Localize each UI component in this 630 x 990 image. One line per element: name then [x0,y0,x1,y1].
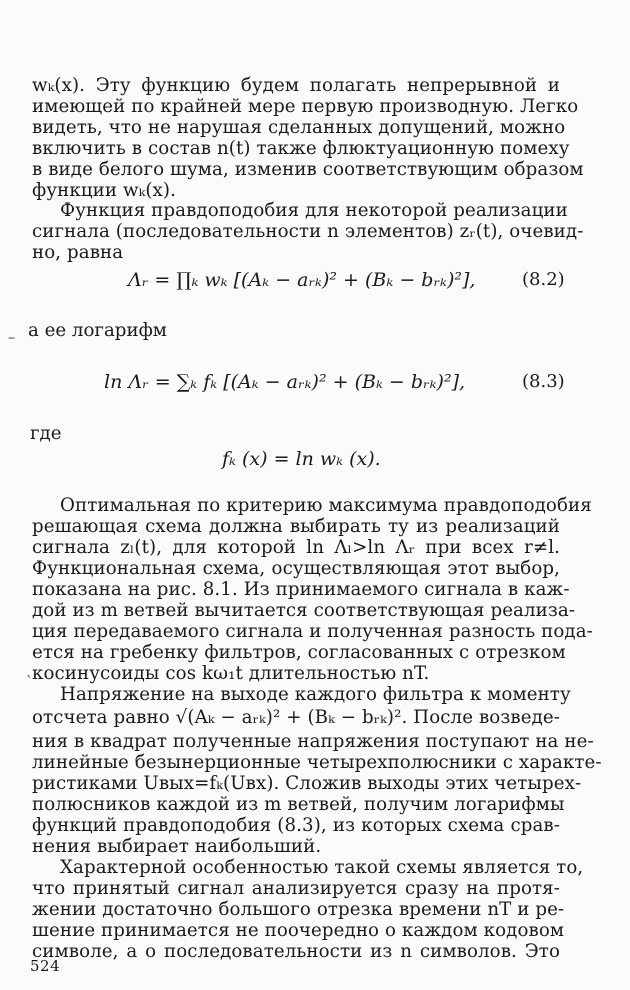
text-line: символе, а о последовательности из n символов. Это [32,941,560,962]
text-line: полюсников каждой из m ветвей, получим логарифмы [32,794,565,815]
text-line: Характерной особенностью такой схемы является то, [60,857,584,878]
label-and-log: а ее логарифм [28,320,167,341]
page-number: 524 [30,957,61,975]
margin-mark: ` [26,674,33,690]
text-line: ния в квадрат полученные напряжения поступают на не- [32,731,594,752]
text-line: шение принимается не поочередно о каждом кодовом [32,920,565,941]
equation-f-definition: fₖ (x) = ln wₖ (x). [222,448,381,470]
margin-mark: – [8,330,15,346]
equation-8-3: ln Λᵣ = ∑ₖ fₖ [(Aₖ − aᵣₖ)² + (Bₖ − bᵣₖ)²], [104,371,466,393]
text-line: отсчета равно √(Aₖ − aᵣₖ)² + (Bₖ − bᵣₖ)². После возведе- [32,707,560,728]
text-line: в виде белого шума, изменив соответствующим образом [32,159,584,180]
equation-number: (8.3) [522,371,565,392]
text-line: нения выбирает наибольший. [32,836,322,857]
text-line: но, равна [32,242,124,263]
text-line: сигнала (последовательности n элементов) zᵣ(t), очевид- [32,221,584,242]
text-line: Функция правдоподобия для некоторой реализации [60,200,568,221]
text-line: видеть, что не нарушая сделанных допущений, можно [32,117,566,138]
text-line: ристиками Uвых=fₖ(Uвх). Сложив выходы этих четырех- [32,773,582,794]
text-line: Функциональная схема, осуществляющая этот выбор, [32,558,560,579]
text-line: Напряжение на выходе каждого фильтра к моменту [60,684,571,705]
label-where: где [30,423,62,444]
text-line: жении достаточно большого отрезка времени nT и ре- [32,899,565,920]
text-line: ция передаваемого сигнала и полученная разность пода- [32,621,593,642]
text-line: решающая схема должна выбирать ту из реализаций [32,516,560,537]
text-line: включить в состав n(t) также флюктуационную помеху [32,138,570,159]
text-line: линейные безынерционные четырехполюсники с характе- [32,752,602,773]
text-line: показана на рис. 8.1. Из принимаемого сигнала в каж- [32,579,570,600]
text-line: функций правдоподобия (8.3), из которых схема срав- [32,815,560,836]
text-line: косинусоиды cos kω₁t длительностью nT. [32,663,430,684]
text-line: имеющей по крайней мере первую производную. Легко [32,96,579,117]
text-line: ется на гребенку фильтров, согласованных с отрезком [32,642,566,663]
equation-8-2: Λᵣ = ∏ₖ wₖ [(Aₖ − aᵣₖ)² + (Bₖ − bᵣₖ)²], [128,269,476,291]
text-line: что принятый сигнал анализируется сразу на протя- [32,878,560,899]
text-line: Оптимальная по критерию максимума правдоподобия [60,495,592,516]
equation-number: (8.2) [522,269,565,290]
text-line: дой из m ветвей вычитается соответствующая реализа- [32,600,576,621]
text-line: функции wₖ(x). [32,180,176,201]
text-line: сигнала zₗ(t), для которой ln Λₗ>ln Λᵣ при всех r≠l. [32,537,560,558]
text-line: wₖ(x). Эту функцию будем полагать непрерывной и [32,75,560,96]
